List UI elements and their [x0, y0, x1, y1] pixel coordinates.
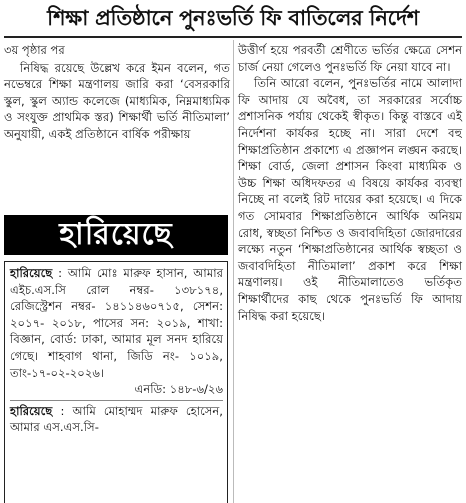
ad-body: : আমি মোঃ মারুফ হাসান, আমার এইচ.এস.সি রোল নম্বর- ১৩৮১৭৪, রেজিস্ট্রেশন নম্বর- ১৪১১৪৬০৭১৫, সেশন: ২০১৭- ২০১৮, পাসের সন: ২০১৯, শাখা: বিজ্ঞান, বোর্ড: ঢাকা, আমার মূল সনদ হারিয়ে গেছে। শাহবাগ থানা, জিডি নং- ১০১৯, তাং-১৭-০২-২০২৬। — [10, 266, 223, 380]
ad-divider — [10, 400, 223, 401]
article-headline: শিক্ষা প্রতিষ্ঠানে পুনঃভর্তি ফি বাতিলের নির্দেশ — [47, 6, 419, 30]
article-paragraph-right-1: উত্তীর্ণ হয়ে পরবর্তী শ্রেণীতে ভর্তির ক্ষেত্রে সেশন চার্জ নেয়া গেলেও পুনঃভর্তি ফি নেয়া যাবে না। — [238, 43, 462, 74]
ad-reference-number: এনডি: ১৪৮-৬/২৬ — [134, 382, 223, 397]
classified-ad — [10, 265, 223, 381]
article-paragraph-right-2: তিনি আরো বলেন, পুনঃভর্তির নামে আলাদা ফি আদায় যে অবৈধ, তা সরকারের সর্বোচ্চ প্রশাসনিক পর্যায় থেকেই স্বীকৃত। কিন্তু বাস্তবে এই নির্দেশনা কার্যকর হচ্ছে না। সারা দেশে বহু শিক্ষাপ্রতিষ্ঠান প্রকাশ্যে এ প্রজ্ঞাপন লঙ্ঘন করছে। শিক্ষা বোর্ড, জেলা প্রশাসন কিংবা মাধ্যমিক ও উচ্চ শিক্ষা অধিদফতর এ বিষয়ে কার্যকর ব্যবস্থা নিচ্ছে না বলেই রিট দায়ের করা হয়েছে। এ দিকে গত সোমবার শিক্ষাপ্রতিষ্ঠানে আর্থিক অনিয়ম রোধ, স্বচ্ছতা নিশ্চিত ও জবাবদিহিতা জোরদারের লক্ষ্যে নতুন ‘শিক্ষাপ্রতিষ্ঠানের আর্থিক স্বচ্ছতা ও জবাবদিহিতা নীতিমালা’ প্রকাশ করে শিক্ষা মন্ত্রণালয়। ওই নীতিমালাতেও ভর্তিকৃত শিক্ষার্থীদের কাছ থেকে পুনঃভর্তি ফি আদায় নিষিদ্ধ করা হয়েছে। — [238, 76, 462, 323]
ad-label: হারিয়েছে — [10, 266, 53, 280]
classified-ad — [10, 403, 223, 436]
ad-label: হারিয়েছে — [10, 403, 53, 418]
article-right-column — [238, 42, 462, 324]
article-left-column — [4, 42, 230, 143]
column-divider — [233, 40, 234, 503]
headline-rule — [4, 36, 462, 38]
ad-body: : আমি মোহাম্মদ মারুফ হোসেন, আমার এস.এস.সি- — [10, 403, 223, 435]
lost-notice-banner: হারিয়েছে — [4, 215, 228, 255]
classified-ads-box — [4, 261, 228, 503]
article-paragraph-left: নিষিদ্ধ রয়েছে উল্লেখ করে ইমন বলেন, গত নভেম্বরে শিক্ষা মন্ত্রণালয় জারি করা ‘বেসরকারি স্কুল, স্কুল অ্যান্ড কলেজে (মাধ্যমিক, নিম্নমাধ্যমিক ও সংযুক্ত প্রাথমিক স্তর) শিক্ষার্থী ভর্তি নীতিমালা’ অনুযায়ী, একই প্রতিষ্ঠানে বার্ষিক পরীক্ষায় — [4, 60, 230, 141]
continuation-label: ৩য় পৃষ্ঠার পর — [4, 43, 65, 57]
